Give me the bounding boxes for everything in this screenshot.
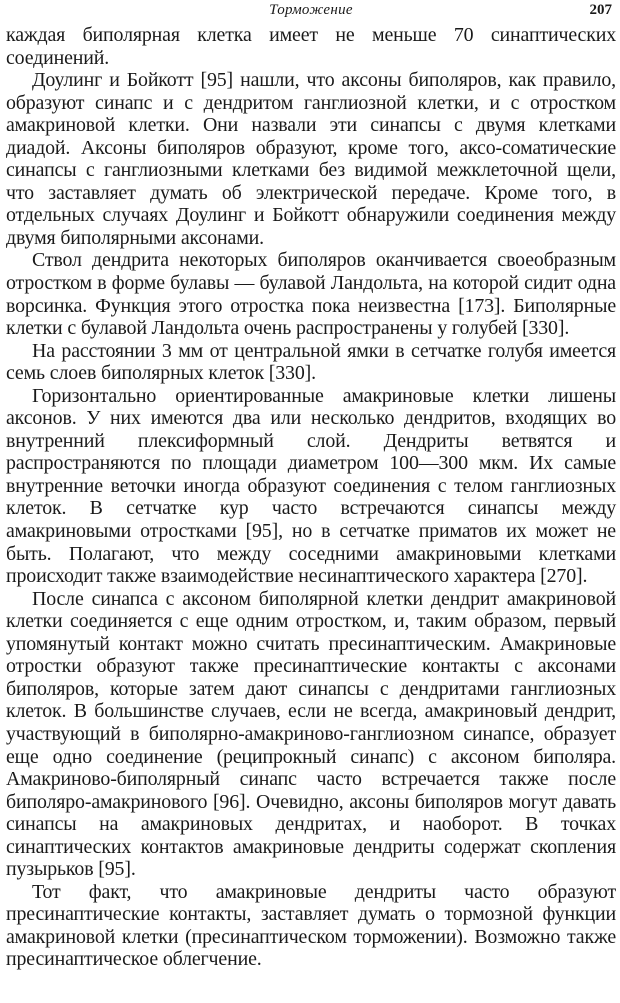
paragraph-dowling-boycott: Доулинг и Бойкотт [95] нашли, что аксоны биполяров, как правило, образуют синапс и с дендритом ганглиозной клетки, и с отростком амакриновой клетки. Они назвали эти синапсы с двумя клетками диадой. Аксоны биполяров образуют, кроме того, аксо-соматические синапсы с ганглиозными клетками без видимой межклеточной щели, что заставляет думать об электрической передаче. Кроме того, в отдельных случаях Доулинг и Бойкотт обнаружили соединения между двумя биполярными аксонами. xyxy=(6,69,616,249)
paragraph-amacrine-synapses: После синапса с аксоном биполярной клетки дендрит амакриновой клетки соединяется с еще одним отростком, и, таким образом, первый упомянутый контакт можно считать пресинаптическим. Амакриновые отростки образуют также пресинаптические контакты с аксонами биполяров, которые затем дают синапсы с дендритами ганглиозных клеток. В большинстве случаев, если не всегда, амакриновый дендрит, участвующий в биполярно-амакриново-ганглиозном синапсе, образует еще одно соединение (реципрокный синапс) с аксоном биполяра. Амакриново-биполярный синапс часто встречается также после биполяро-амакринового [96]. Очевидно, аксоны биполяров могут давать синапсы на амакриновых дендритах, и наоборот. В точках синаптических контактов амакриновые дендриты содержат скопления пузырьков [95]. xyxy=(6,587,616,881)
running-title: Торможение xyxy=(269,2,353,18)
paragraph-landolt-club: Ствол дендрита некоторых биполяров оканчивается своеобразным отростком в форме булавы — булавой Ландольта, на которой сидит одна ворсинка. Функция этого отростка пока неизвестна [173]. Биполярные клетки с булавой Ландольта очень распространены у голубей [330]. xyxy=(6,249,616,340)
paragraph-presynaptic-inhibition: Тот факт, что амакриновые дендриты часто образуют пресинаптические контакты, заставляет думать о тормозной функции амакриновой клетки (пресинаптическом торможении). Возможно также пресинаптическое облегчение. xyxy=(6,880,616,971)
paragraph-pigeon-layers: На расстоянии 3 мм от центральной ямки в сетчатке голубя имеется семь слоев биполярных клеток [330]. xyxy=(6,339,616,385)
paragraph-amacrine-cells: Горизонтально ориентированные амакриновые клетки лишены аксонов. У них имеются два или несколько дендритов, входящих во внутренний плексиформный слой. Дендриты ветвятся и распространяются по площади диаметром 100—300 мкм. Их самые внутренние веточки иногда образуют соединения с телом ганглиозных клеток. В сетчатке кур часто встречаются синапсы между амакриновыми отростками [95], но в сетчатке приматов их может не быть. Полагают, что между соседними амакриновыми клетками происходит также взаимодействие несинаптического характера [270]. xyxy=(6,384,616,588)
page-number: 207 xyxy=(589,2,612,18)
running-head xyxy=(6,2,616,24)
paragraph-continued: каждая биполярная клетка имеет не меньше 70 синаптических соединений. xyxy=(6,24,616,69)
body-text xyxy=(6,24,616,971)
